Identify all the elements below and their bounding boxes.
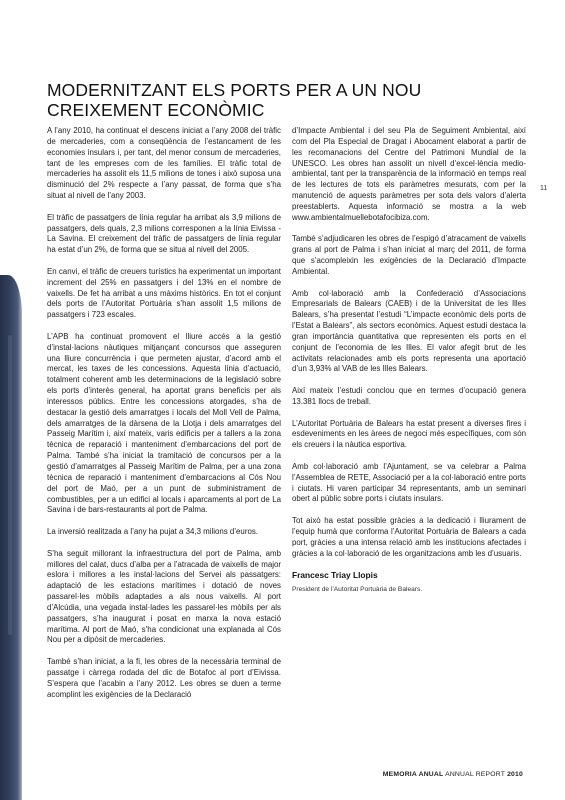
paragraph: L’Autoritat Portuària de Balears ha estat present a diverses fires i esdeveniments en les àrees de negoci més específiques, com són els creuers i la nàutica esportiva.	[292, 418, 526, 450]
page-number: 11	[540, 185, 548, 192]
footer-annual-report: ANNUAL REPORT	[445, 771, 505, 778]
cropped-portrait-photo	[0, 275, 22, 800]
paragraph: S’ha seguit millorant la infraestructura del port de Palma, amb millores del calat, ducs d’alba per a l’atracada de vaixells de major eslora i millores a les instal·lacions del Servei als passatgers: adaptació de les estacions marítimes i dotació de noves passarel·les mòbils adaptades a als nous vaixells. Al port d’Alcúdia, una vegada instal·lades les passarel·les mòbils per als passatgers, s’ha inaugurat i posat en marxa la nova estació marítima. Al port de Maó, s’ha condicionat una explanada al Cós Nou per a dipòsit de mercaderies.	[47, 548, 281, 645]
paragraph: L’APB ha continuat promovent el lliure accés a la gestió d’instal·lacions nàutiques mitjançant concursos que asseguren una lliure concurrència i que permeten ajustar, d’acord amb el mercat, les taxes de les concessions. Aquesta línia d’actuació, totalment coherent amb les determinacions de la legislació sobre els ports d’interès general, ha aportat grans beneficis per als interessos públics. Entre les concessions atorgades, s’ha de destacar la gestió dels amarratges i locals del Moll Vell de Palma, dels amarratges de la dàrsena de la Llotja i dels amarratges del Passeig Marítim i, així mateix, varis edificis per a tallers a la zona tècnica de reparació i manteniment d’embarcacions del port de Palma. També s’ha iniciat la tramitació de concursos per a la gestió d’amarratges al Passeig Marítim de Palma, per a una zona tècnica de reparació i manteniment d’embarcacions al Cós Nou del port de Maó, per a un punt de subministrament de combustibles, per a un edifici al locals i aparcaments al port de La Savina i de bars-restaurants al port de Palma.	[47, 331, 281, 515]
footer-memoria-anual: MEMORIA ANUAL	[382, 771, 444, 778]
paragraph: El tràfic de passatgers de línia regular ha arribat als 3,9 milions de passatgers, dels quals, 2,3 milions corresponen a la línia Eivissa - La Savina. El creixement del tràfic de passatgers de línia regular ha estat d’un 2%, de forma que se situa al nivell del 2005.	[47, 212, 281, 255]
paragraph: Tot això ha estat possible gràcies a la dedicació i lliurament de l’equip humà que conforma l’Autoritat Portuària de Balears a cada port, gràcies a una intensa relació amb les institucions afectades i gràcies a la col·laboració de les organitzacions amb les d’usuaris.	[292, 516, 526, 558]
paragraph: També s’han iniciat, a la fi, les obres de la necessària terminal de passatge i càrrega rodada del dic de Botafoc al port d’Eivissa. S’espera que l’acabin a l’any 2012. Les obres se duen a terme acomplint les exigències de la Declaració	[47, 657, 281, 699]
paragraph: La inversió realitzada a l’any ha pujat a 34,3 milions d’euros.	[47, 527, 258, 537]
signature-name: Francesc Triay Llopis	[292, 570, 378, 581]
paragraph: d’Impacte Ambiental i del seu Pla de Seguiment Ambiental, així com del Pla Especial de Dragat i Abocament elaborat a partir de les recomanacions del Centre del Patrimoni Mundial de la UNESCO. Les obres han assolit un nivell d’excel·lència medio-ambiental, tant per la transparència de la informació en temps real de les lectures de tots els paràmetres mesurats, com per la manutenció de aquests paràmetres per sota dels valors d’alerta preestablerts. Aquesta informació se mostra a la web www.ambientalmuellebotafocibiza.com.	[292, 126, 526, 222]
paragraph: Amb col·laboració amb la Confederació d’Associacions Empresarials de Balears (CAEB) i de la Universitat de les Illes Balears, s’ha presentat l’estudi “L’impacte econòmic dels ports de l’Estat a Balears”, als sectors econòmics. Aquest estudi destaca la gran importància quantitativa que representen els ports en el conjunt de l’economia de les Illes. El valor afegit brut de les activitats relacionades amb els ports representa una aportació d’un 3,93% al VAB de les Illes Balears.	[292, 288, 526, 374]
right-text-column	[292, 126, 526, 596]
footer-report-label	[383, 771, 523, 778]
paragraph: En canvi, el tràfic de creuers turístics ha experimentat un important increment del 25% en passatgers i del 13% en el nombre de vaixells. De fet ha arribat a uns màxims històrics. En tot el conjunt dels ports de l’Autoritat Portuària s’han assolit 1,5 milions de passatgers i 723 escales.	[47, 266, 281, 320]
paragraph: Amb col·laboració amb l’Ajuntament, se va celebrar a Palma l’Assemblea de RETE, Associació per a la col·laboració entre ports i ciutats. Hi varen participar 34 representants, amb un seminari obert al públic sobre ports i ciutats insulars.	[292, 461, 526, 504]
paragraph: També s’adjudicaren les obres de l’espigó d’atracament de vaixells grans al port de Palma i s’han iniciat al març del 2011, de forma que s’acompleixin les exigències de la Declaració d’Impacte Ambiental.	[292, 234, 526, 276]
left-text-column	[47, 126, 281, 711]
paragraph: A l’any 2010, ha continuat el descens iniciat a l’any 2008 del tràfic de mercaderies, com a conseqüència de l’estancament de les economies insulars i, per tant, del menor consum de mercaderies, tant de les empreses com de les famílies. El tràfic total de mercaderies ha assolit els 11,5 milions de tones i això suposa una disminució del 2% respecte a l’any passat, de forma que s’ha situat al nivell de l’any 2003.	[47, 126, 281, 201]
signature-role: President de l’Autoritat Portuària de Balears.	[292, 586, 423, 594]
footer-year: 2010	[507, 771, 523, 778]
page-title: MODERNITZANT ELS PORTS PER A UN NOU CREIXEMENT ECONÒMIC	[47, 80, 422, 120]
paragraph: Així mateix l’estudi conclou que en termes d’ocupació genera 13.381 llocs de treball.	[292, 386, 526, 406]
